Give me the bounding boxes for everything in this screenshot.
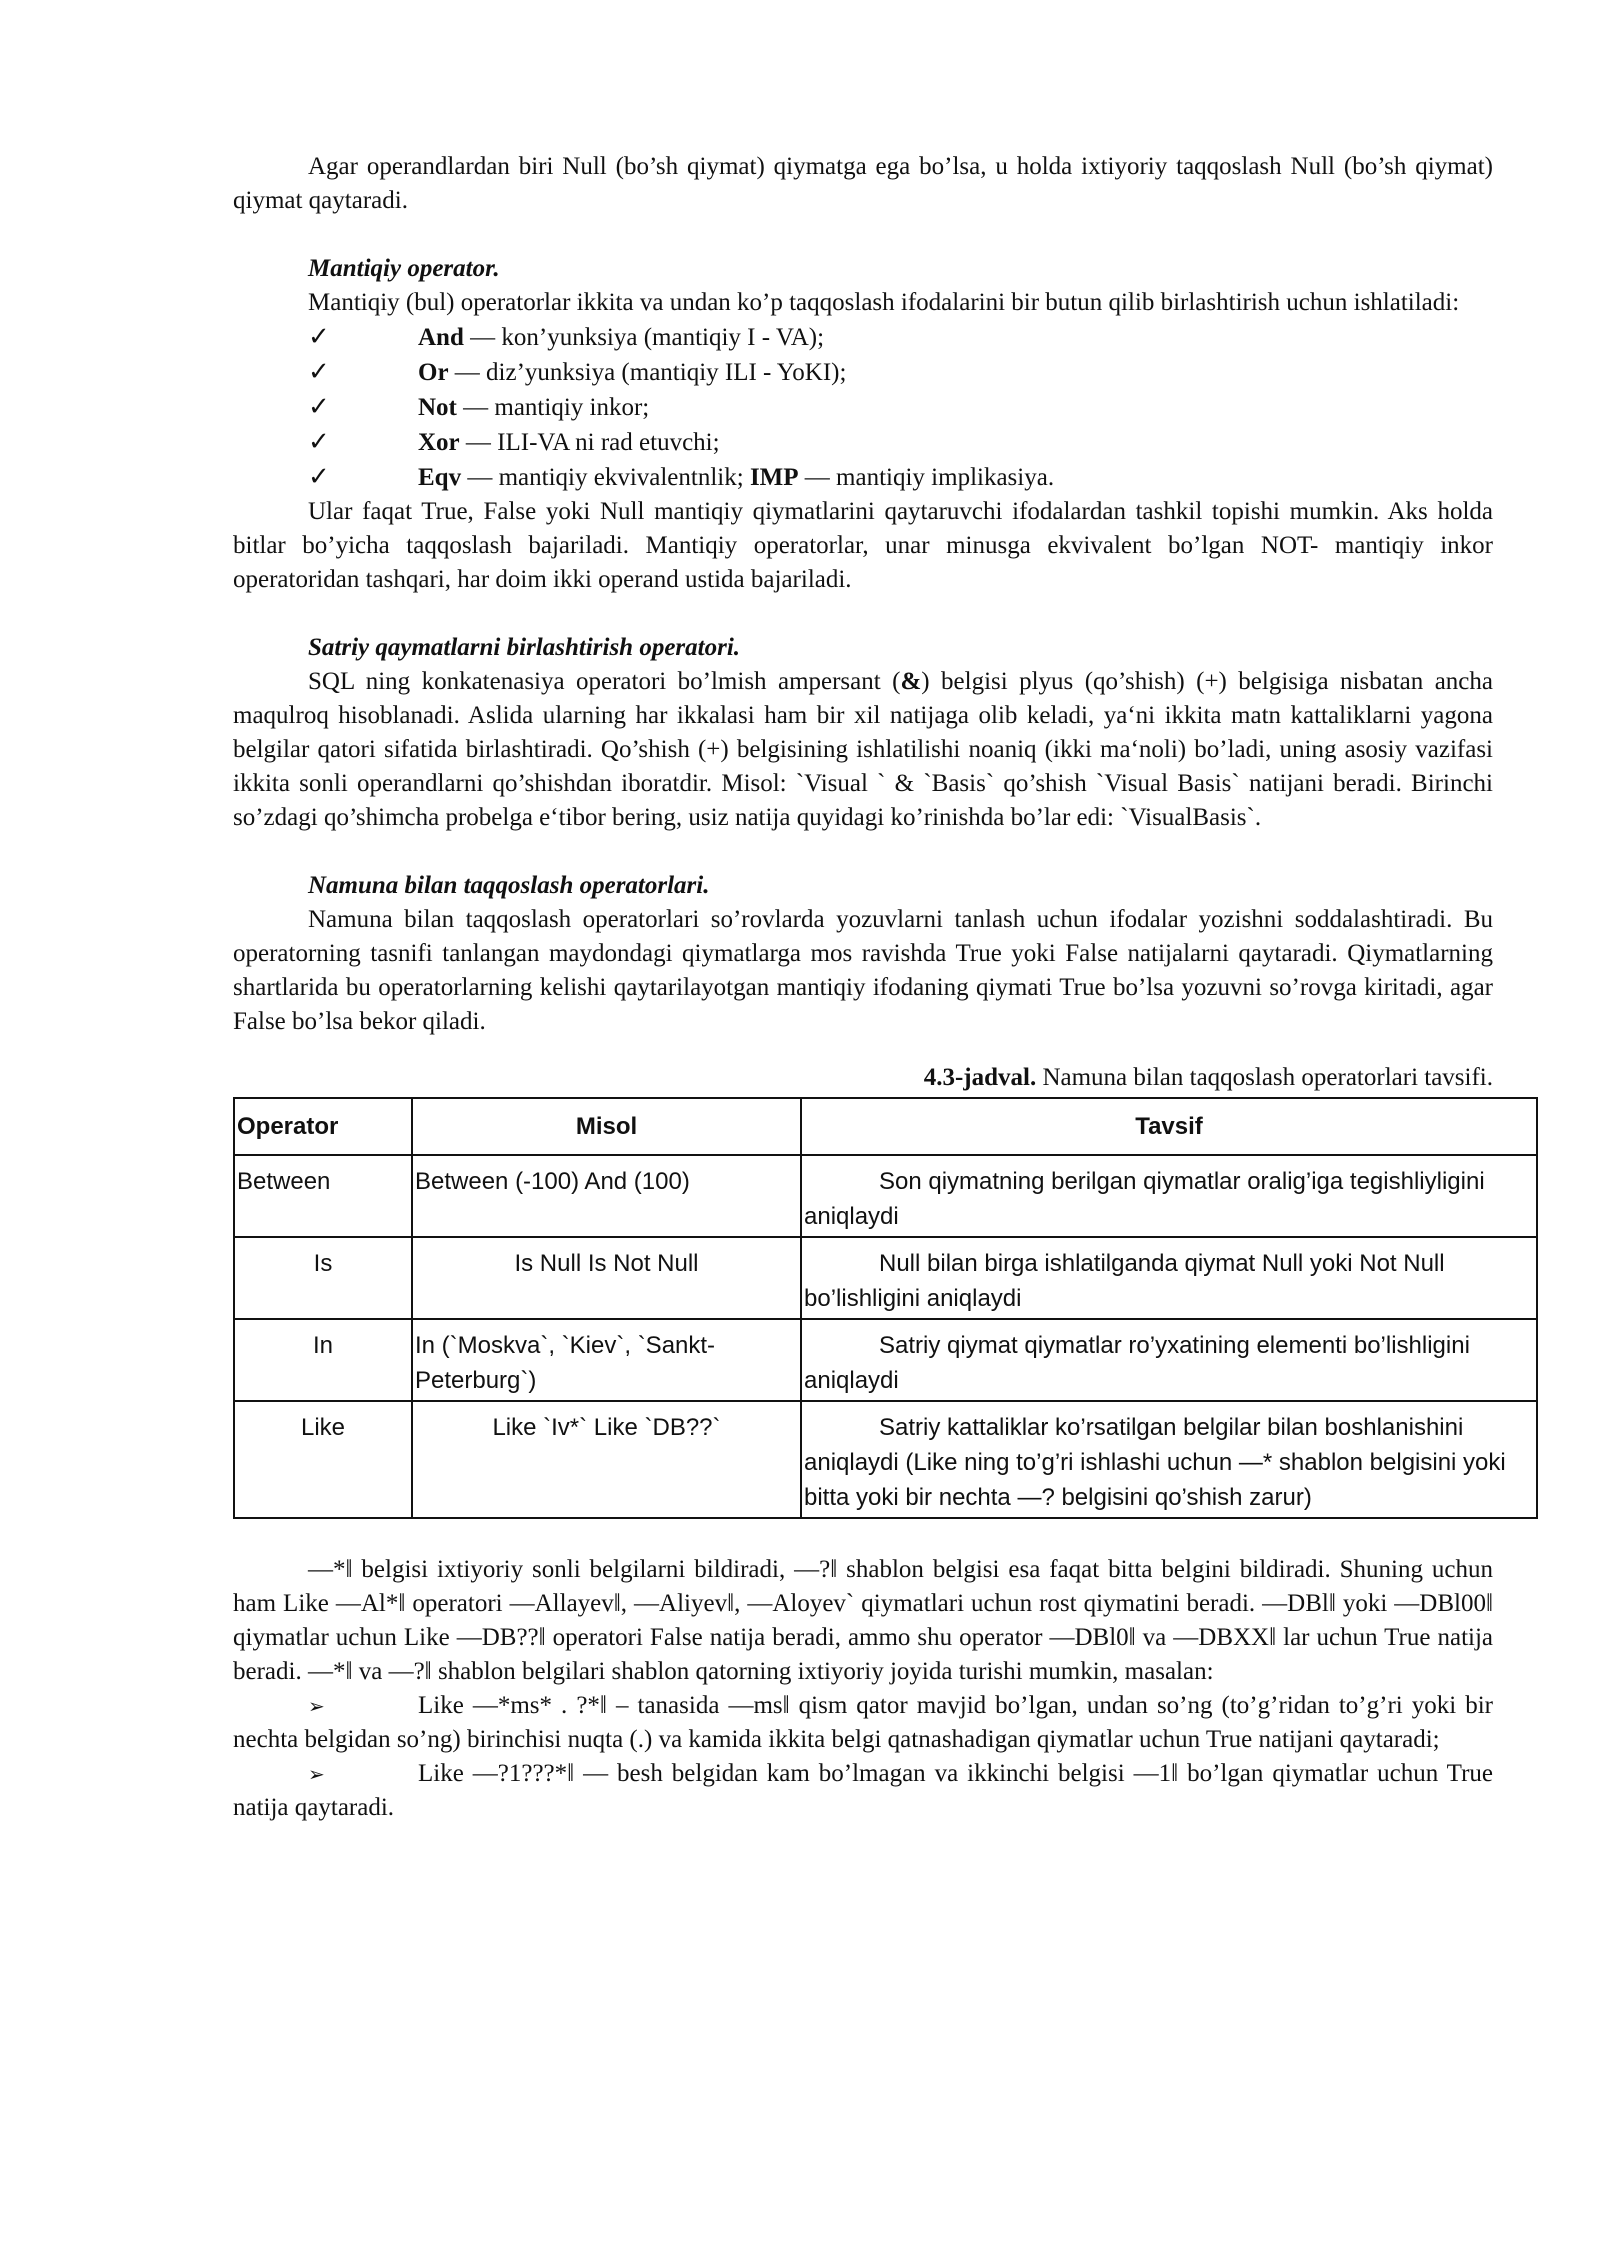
logical-operator-heading: Mantiqiy operator. [308, 255, 500, 282]
wildcard-paragraph: ―*‖ belgisi ixtiyoriy sonli belgilarni bildiradi, ―?‖ shablon belgisi esa faqat bitta belgini bildiradi. Shuning uchun ham Like ―Al*‖ operatori ―Allayev‖, ―Aliyev‖, ―Aloyev` qiymatlari uchun rost qiymatini beradi. ―DBl‖ yoki ―DBl00‖ qiymatlar uchun Like ―DB??‖ operatori False natija beradi, ammo shu operator ―DBl0‖ va ―DBXX‖ lar uchun True natija beradi. ―*‖ va ―?‖ shablon belgilari shablon qatorning ixtiyoriy joyida turishi mumkin, masalan: [233, 1556, 1493, 1685]
like-examples-list [233, 1689, 1493, 1825]
cell-misol: In (`Moskva`, `Kiev`, `Sankt-Peterburg`) [412, 1319, 801, 1401]
operator-description: — ILI-VA ni rad etuvchi; [459, 429, 720, 456]
list-item-xor [308, 425, 1493, 460]
table-row [234, 1155, 1537, 1237]
operator-keyword: Eqv [418, 464, 462, 491]
table-caption [233, 1061, 1493, 1095]
operator-keyword: Xor [418, 429, 460, 456]
spacer [233, 218, 1493, 252]
cell-misol: Between (-100) And (100) [412, 1155, 801, 1237]
table-caption-text: Namuna bilan taqqoslash operatorlari tavsifi. [1036, 1064, 1493, 1091]
cell-tavsif: Satriy kattaliklar ko’rsatilgan belgilar bilan boshlanishini aniqlaydi (Like ning to’g’ri ishlashi uchun ―* shablon belgisini yoki bitta yoki bir nechta ―? belgisini qo’shish zarur) [801, 1401, 1537, 1518]
operator-keyword: Not [418, 394, 457, 421]
pattern-intro-paragraph: Namuna bilan taqqoslash operatorlari so’rovlarda yozuvlarni tanlash uchun ifodalar yozishni soddalashtiradi. Bu operatorning tasnifi tanlangan maydondagi qiymatlarga mos ravishda True yoki False natijalarni qaytaradi. Qiymatlarning shartlarida bu operatorlarning kelishi qaytarilayotgan mantiqiy ifodaning qiymati True bo’lsa yozuvni so’rovga kiritadi, agar False bo’lsa bekor qiladi. [233, 906, 1493, 1035]
table-row [234, 1401, 1537, 1518]
document-page [233, 150, 1506, 1825]
logical-intro-paragraph: Mantiqiy (bul) operatorlar ikkita va undan ko’p taqqoslash ifodalarini bir butun qilib birlashtirish uchun ishlatiladi: [308, 289, 1460, 316]
header-tavsif: Tavsif [801, 1098, 1537, 1155]
operator-description: — mantiqiy ekvivalentnlik; [461, 464, 750, 491]
operator-keyword: IMP [749, 464, 799, 491]
like-example-text: Like ―?1???*‖ — besh belgidan kam bo’lmagan va ikkinchi belgisi ―1‖ bo’lgan qiymatlar uchun True natija qaytaradi. [233, 1760, 1493, 1821]
cell-tavsif: Satriy qiymat qiymatlar ro’yxatining elementi bo’lishligini aniqlaydi [801, 1319, 1537, 1401]
cell-operator: Is [234, 1237, 412, 1319]
spacer [233, 597, 1493, 631]
concat-paragraph [233, 665, 1493, 835]
cell-misol: Like `Iv*` Like `DB??` [412, 1401, 801, 1518]
like-example-text: Like ―*ms* . ?*‖ – tanasida ―ms‖ qism qator mavjid bo’lgan, undan so’ng (to’g’ridan to’g’ri yoki bir nechta belgidan so’ng) birinchisi nuqta (.) va kamida ikkita belgi qatnashadigan qiymatlar uchun True natijani qaytaradi; [233, 1692, 1493, 1753]
list-item-or [308, 355, 1493, 390]
concat-text-part: SQL ning konkatenasiya operatori bo’lmish ampersant ( [308, 668, 901, 695]
operator-keyword: Or [418, 359, 449, 386]
concat-operator-heading: Satriy qaymatlarni birlashtirish operatori. [308, 634, 741, 661]
cell-operator: In [234, 1319, 412, 1401]
checkmark-icon: ✓ [308, 322, 330, 352]
header-misol: Misol [412, 1098, 801, 1155]
list-item [233, 1689, 1493, 1757]
pattern-operator-heading: Namuna bilan taqqoslash operatorlari. [308, 872, 710, 899]
logical-operator-list [233, 320, 1493, 495]
operator-description: — mantiqiy implikasiya. [798, 464, 1055, 491]
checkmark-icon: ✓ [308, 427, 330, 457]
checkmark-icon: ✓ [308, 392, 330, 422]
logical-after-paragraph: Ular faqat True, False yoki Null mantiqiy qiymatlarini qaytaruvchi ifodalardan tashkil topishi mumkin. Aks holda bitlar bo’yicha taqqoslash bajariladi. Mantiqiy operatorlar, unar minusga ekvivalent bo’lgan NOT- mantiqiy inkor operatoridan tashqari, har doim ikki operand ustida bajariladi. [233, 498, 1493, 593]
operator-keyword: And [418, 324, 464, 351]
table-header-row [234, 1098, 1537, 1155]
ampersand-symbol: & [900, 668, 922, 695]
cell-operator: Between [234, 1155, 412, 1237]
checkmark-icon: ✓ [308, 462, 330, 492]
list-item-and [308, 320, 1493, 355]
concat-text-part: ) belgisi plyus (qo’shish) (+) belgisiga nisbatan ancha maqulroq hisoblanadi. Aslida ularning har ikkalasi ham bir xil natijaga olib keladi, ya‘ni ikkita matn kattaliklarni yagona belgilar qatori sifatida birlashtiradi. Qo’shish (+) belgisining ishlatilishi noaniq (ikki ma‘noli) bo’ladi, uning asosiy vazifasi ikkita sonli operandlarni qo’shishdan iboratdir. Misol: `Visual ` & `Basis` qo’shish `Visual Basis` natijani beradi. Birinchi so’zdagi qo’shimcha probelga e‘tibor bering, usiz natija quyidagi ko’rinishda bo’lar edi: `VisualBasis`. [233, 668, 1493, 831]
checkmark-icon: ✓ [308, 357, 330, 387]
table-row [234, 1319, 1537, 1401]
arrow-bullet-icon: ➢ [308, 1762, 325, 1786]
arrow-bullet-icon: ➢ [308, 1694, 325, 1718]
operator-description: — diz’yunksiya (mantiqiy ILI - YoKI); [448, 359, 847, 386]
list-item-not [308, 390, 1493, 425]
header-operator: Operator [234, 1098, 412, 1155]
table-caption-number: 4.3-jadval. [923, 1064, 1037, 1091]
operator-description: — kon’yunksiya (mantiqiy I - VA); [463, 324, 825, 351]
list-item-eqv [308, 460, 1493, 495]
null-rule-paragraph: Agar operandlardan biri Null (bo’sh qiymat) qiymatga ega bo’lsa, u holda ixtiyoriy taqqoslash Null (bo’sh qiymat) qiymat qaytaradi. [233, 153, 1493, 214]
operator-description: — mantiqiy inkor; [456, 394, 650, 421]
spacer [233, 835, 1493, 869]
pattern-operators-table [233, 1097, 1538, 1519]
table-row [234, 1237, 1537, 1319]
cell-tavsif: Null bilan birga ishlatilganda qiymat Null yoki Not Null bo’lishligini aniqlaydi [801, 1237, 1537, 1319]
cell-misol: Is Null Is Not Null [412, 1237, 801, 1319]
cell-tavsif: Son qiymatning berilgan qiymatlar oralig’iga tegishliyligini aniqlaydi [801, 1155, 1537, 1237]
cell-operator: Like [234, 1401, 412, 1518]
list-item [233, 1757, 1493, 1825]
